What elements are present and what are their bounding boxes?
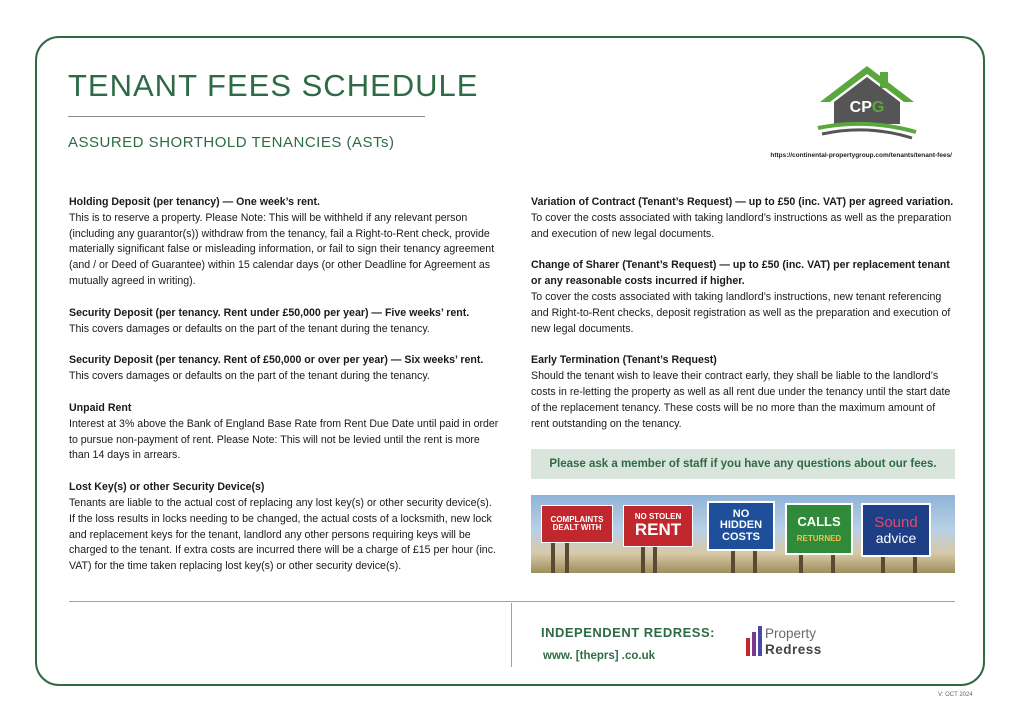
fee-heading: Early Termination (Tenant’s Request) bbox=[531, 354, 717, 367]
fee-heading: Unpaid Rent bbox=[69, 401, 132, 414]
fee-body: Should the tenant wish to leave their contract early, they shall be liable to the landlord’s costs in re-letting the property as well as all rent due under the tenancy until the start date of the replacement tenancy. These costs will be no more than the maximum amount of rent outstanding on the tenancy. bbox=[531, 370, 951, 430]
fee-body: Tenants are liable to the actual cost of replacing any lost key(s) or other security device(s). If the loss results in locks needing to be changed, the actual costs of a locksmith, new lock and replacement keys for the tenant, landlord any other persons requiring keys will be charged to the tenant. If extra costs are incurred there will be a charge of £15 per hour (inc. VAT) for the time taken replacing lost key(s) or other security device(s). bbox=[69, 496, 496, 573]
prs-line-1: Property bbox=[765, 626, 817, 641]
sign-line: NO bbox=[732, 507, 750, 520]
fee-body: To cover the costs associated with taking landlord’s instructions as well as the preparation and execution of new legal documents. bbox=[531, 211, 952, 240]
fee-heading: Security Deposit (per tenancy. Rent of £50,000 or over per year) — Six weeks’ rent. bbox=[69, 354, 484, 367]
logo-text: CPG bbox=[849, 99, 885, 116]
fee-body: Interest at 3% above the Bank of England Base Rate from Rent Due Date until paid in order to pursue non-payment of rent. Please Note: This will not be levied until the rent is more than 14 days in arrears. bbox=[69, 417, 499, 462]
website-url[interactable]: https://continental-propertygroup.com/tenants/tenant-fees/ bbox=[770, 152, 952, 159]
promise-signs-banner bbox=[531, 495, 955, 573]
questions-notice: Please ask a member of staff if you have any questions about our fees. bbox=[531, 449, 955, 479]
fee-body: This covers damages or defaults on the part of the tenant during the tenancy. bbox=[69, 322, 430, 335]
sign-post bbox=[731, 549, 735, 573]
sign-complaints-dealt-with bbox=[541, 505, 613, 543]
sign-post bbox=[653, 543, 657, 573]
fee-variation-of-contract bbox=[531, 195, 955, 242]
sign-post bbox=[753, 549, 757, 573]
fee-heading: Holding Deposit (per tenancy) — One week’s rent. bbox=[69, 196, 320, 208]
left-column bbox=[69, 195, 499, 591]
sign-sound-advice bbox=[861, 503, 931, 557]
footer-vertical-divider bbox=[511, 603, 512, 667]
right-column bbox=[531, 195, 955, 448]
sign-line: CALLS bbox=[797, 513, 841, 529]
sign-post bbox=[641, 543, 645, 573]
fee-heading: Change of Sharer (Tenant’s Request) — up to £50 (inc. VAT) per replacement tenant or any reasonable costs incurred if higher. bbox=[531, 259, 950, 288]
fee-text bbox=[531, 195, 955, 242]
fee-body: This is to reserve a property. Please Note: This will be withheld if any relevant person (including any guarantor(s)) withdraw from the tenancy, fail a Right-to-Rent check, provide materially significant false or misleading information, or fail to sign their tenancy agreement (and / or Deed of Guarantee) within 15 calendar days (or other Deadline for Agreement as mutually agreed in writing). bbox=[69, 211, 495, 287]
property-redress-wordmark bbox=[765, 626, 822, 658]
sign-line: DEALT WITH bbox=[552, 523, 602, 532]
fee-security-deposit-over-50k bbox=[69, 353, 499, 385]
sign-line: RENT bbox=[634, 520, 682, 540]
sign-post bbox=[831, 553, 835, 573]
sign-line: HIDDEN bbox=[719, 519, 763, 532]
page-subtitle: ASSURED SHORTHOLD TENANCIES (ASTs) bbox=[68, 134, 395, 151]
sign-line: COSTS bbox=[722, 530, 760, 543]
fee-unpaid-rent bbox=[69, 401, 499, 464]
sign-no-hidden-costs bbox=[707, 501, 775, 551]
fee-heading: Security Deposit (per tenancy. Rent under £50,000 per year) — Five weeks’ rent. bbox=[69, 306, 470, 319]
sign-no-stolen-rent bbox=[623, 505, 693, 547]
sign-line: advice bbox=[875, 529, 917, 546]
cpg-logo bbox=[812, 62, 922, 142]
sign-post bbox=[565, 539, 569, 573]
sign-post bbox=[913, 555, 917, 573]
fee-change-of-sharer bbox=[531, 258, 955, 337]
fee-holding-deposit bbox=[69, 195, 499, 290]
fee-lost-keys bbox=[69, 480, 499, 575]
fee-heading: Lost Key(s) or other Security Device(s) bbox=[69, 481, 265, 494]
version-label: V: OCT 2024 bbox=[938, 692, 973, 698]
logo-chimney-icon bbox=[880, 72, 888, 88]
sign-line: COMPLAINTS bbox=[550, 514, 604, 524]
prs-line-2: Redress bbox=[765, 642, 822, 657]
fee-body: This covers damages or defaults on the part of the tenant during the tenancy. bbox=[69, 370, 430, 383]
title-divider bbox=[68, 116, 425, 117]
fee-heading: Variation of Contract (Tenant’s Request) — up to £50 (inc. VAT) per agreed variation. bbox=[531, 196, 954, 208]
redress-website-link[interactable]: www. [theprs] .co.uk bbox=[543, 650, 656, 662]
fee-body: To cover the costs associated with taking landlord’s instructions, new tenant referencing and Right-to-Rent checks, deposit registration as well as the preparation and execution of new legal documents. bbox=[531, 290, 951, 335]
sign-post bbox=[799, 553, 803, 573]
fee-security-deposit-under-50k bbox=[69, 306, 499, 338]
sign-line: RETURNED bbox=[796, 533, 842, 543]
sign-post bbox=[551, 539, 555, 573]
sign-line: Sound bbox=[874, 513, 918, 531]
page-title: TENANT FEES SCHEDULE bbox=[68, 68, 479, 103]
sign-post bbox=[881, 555, 885, 573]
fee-early-termination bbox=[531, 353, 955, 432]
sign-calls-returned bbox=[785, 503, 853, 555]
footer-divider bbox=[69, 601, 955, 602]
independent-redress-label: INDEPENDENT REDRESS: bbox=[541, 625, 715, 640]
sign-line: NO STOLEN bbox=[634, 511, 682, 521]
logo-swoosh-gray bbox=[822, 130, 912, 138]
